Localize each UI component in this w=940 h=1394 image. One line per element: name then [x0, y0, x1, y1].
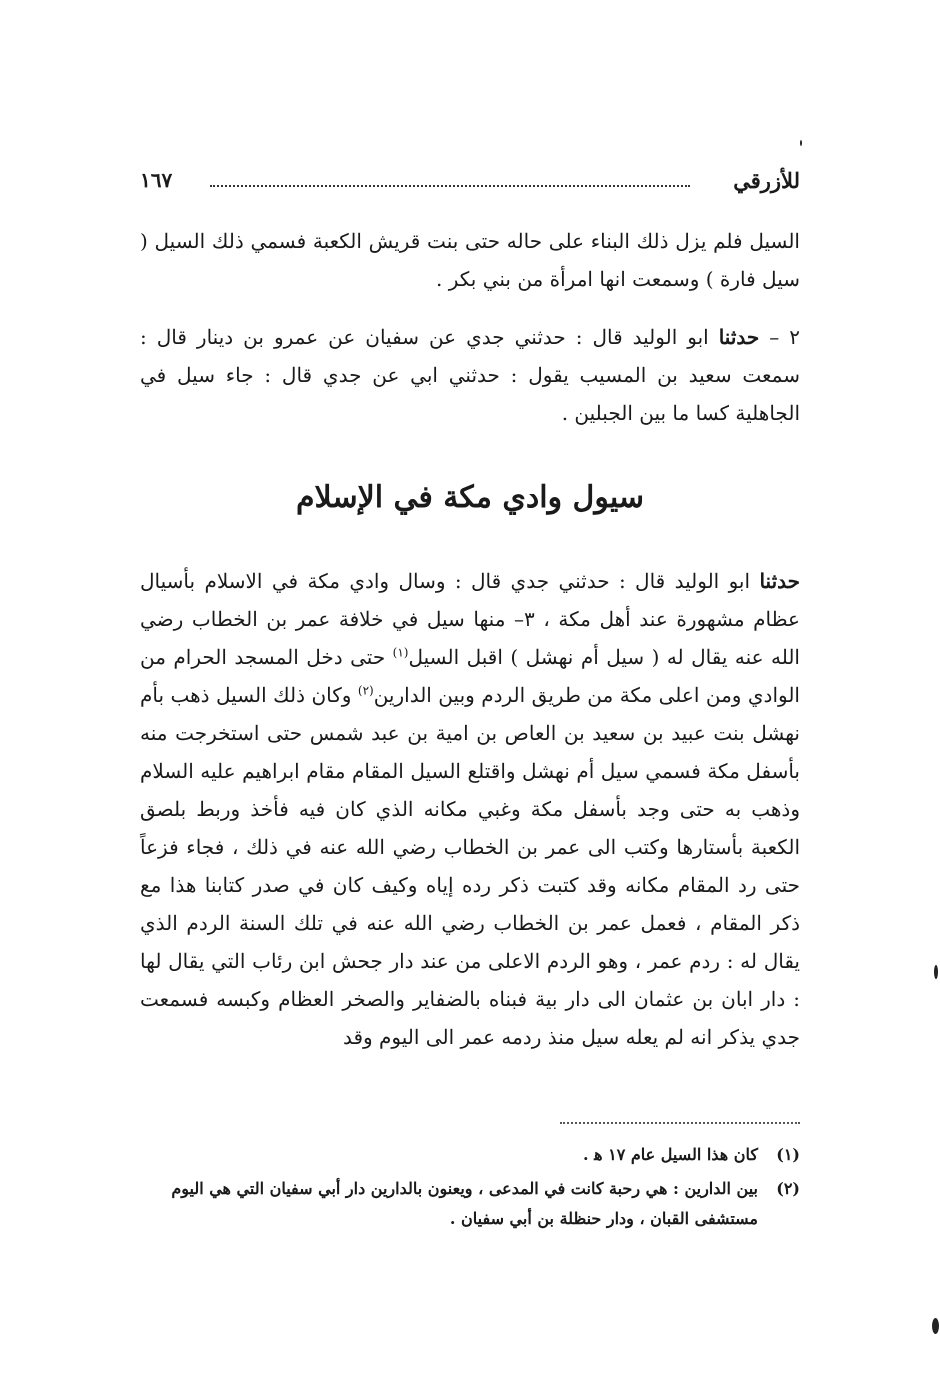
footnote-ref-1: (١) — [392, 645, 409, 660]
footnote-2-number: (٢) — [776, 1179, 800, 1198]
main-paragraph — [140, 562, 800, 1056]
footnote-separator — [560, 1122, 800, 1124]
main-paragraph-lead: حدثنا — [759, 569, 800, 593]
main-paragraph-part-2: حتى دخل المسجد الحرام من الوادي ومن اعلى مكة من طريق الردم وبين الدارين — [140, 645, 800, 707]
footnotes — [140, 1140, 800, 1238]
page-number: ١٦٧ — [140, 168, 173, 192]
header-dotted-leader — [210, 185, 690, 187]
footnote-ref-2: (٢) — [357, 683, 374, 698]
main-paragraph-part-1: ابو الوليد قال : حدثني جدي قال : وسال وادي مكة في الاسلام بأسيال عظام مشهورة عند أهل مكة ، ٣– منها سيل في خلافة عمر بن الخطاب رضي الله عنه يقال له ( سيل أم نهشل ) اقبل السيل — [140, 569, 800, 669]
paragraph-2 — [140, 318, 800, 432]
paragraph-2-number: ٢ – — [769, 325, 801, 349]
section-title: سيول وادي مكة في الإسلام — [295, 480, 645, 515]
footnote-1 — [140, 1140, 800, 1170]
scan-speck-1 — [934, 965, 938, 979]
paragraph-2-lead: حدثنا — [718, 325, 760, 349]
footnote-2 — [140, 1174, 800, 1234]
main-paragraph-part-3: وكان ذلك السيل ذهب بأم نهشل بنت عبيد بن سعيد بن العاص بن امية بن عبد شمس حتى استخرجت منه بأسفل مكة فسمي سيل أم نهشل واقتلع السيل المقام مقام ابراهيم عليه السلام وذهب به حتى وجد بأسفل مكة وغبي مكانه الذي كان فيه فأخذ وربط بلصق الكعبة بأستارها وكتب الى عمر بن الخطاب رضي الله عنه في ذلك ، فجاء فزعاً حتى رد المقام مكانه وقد كتبت ذكر رده إياه وكيف كان في صدر كتابنا هذا مع ذكر المقام ، فعمل عمر بن الخطاب رضي الله عنه في تلك السنة الردم الذي يقال له : ردم عمر ، وهو الردم الاعلى من عند دار جحش ابن رئاب التي يقال لها : دار ابان بن عثمان الى دار بية فبناه بالضفاير والصخر العظام وكبسه فسمعت جدي يذكر انه لم يعله سيل منذ ردمه عمر الى اليوم وقد — [140, 683, 801, 1049]
footnote-1-text: كان هذا السيل عام ١٧ ﻫ . — [582, 1145, 758, 1164]
page-header — [140, 168, 800, 202]
footnote-2-text: بين الدارين : هي رحبة كانت في المدعى ، ويعنون بالدارين دار أبي سفيان التي هي اليوم مستشفى القبان ، ودار حنظلة بن أبي سفيان . — [171, 1179, 758, 1228]
paragraph-1 — [140, 222, 800, 298]
paragraph-2-text: ابو الوليد قال : حدثني جدي عن سفيان عن عمرو بن دينار قال : سمعت سعيد بن المسيب يقول : حدثني ابي عن جدي قال : جاء سيل في الجاهلية كسا ما بين الجبلين . — [140, 325, 800, 425]
paragraph-1-text: السيل فلم يزل ذلك البناء على حاله حتى بنت قريش الكعبة فسمي ذلك السيل ( سيل فارة ) وسمعت انها امرأة من بني بكر . — [140, 229, 800, 291]
scan-speck-2 — [932, 1318, 939, 1334]
footnote-1-number: (١) — [776, 1145, 800, 1164]
scan-speck-3 — [800, 140, 802, 146]
running-title: للأزرقي — [733, 168, 800, 193]
